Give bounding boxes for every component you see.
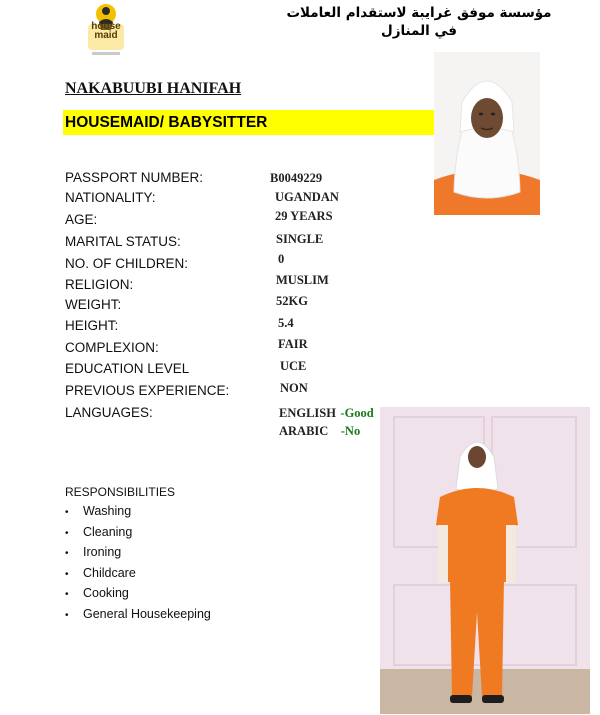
company-logo — [82, 0, 130, 58]
list-item: • Cooking — [65, 584, 211, 605]
value-religion: MUSLIM — [276, 273, 329, 287]
bullet-icon: • — [65, 609, 69, 621]
value-marital-status: SINGLE — [276, 232, 324, 246]
bullet-icon: • — [65, 568, 69, 580]
label-height: HEIGHT: — [65, 318, 119, 333]
language-row-english — [279, 404, 374, 422]
label-passport-number: PASSPORT NUMBER: — [65, 170, 204, 185]
responsibilities-list — [65, 502, 211, 625]
list-item: • Ironing — [65, 543, 211, 564]
value-passport-number: B0049229 — [270, 171, 323, 185]
responsibilities-title: RESPONSIBILITIES — [65, 485, 176, 499]
language-level: -Good — [340, 406, 374, 420]
language-row-arabic — [279, 422, 360, 440]
position-title: HOUSEMAID/ BABYSITTER — [65, 114, 268, 131]
bullet-icon: • — [65, 527, 69, 539]
bullet-icon: • — [65, 507, 69, 518]
language-name: ARABIC — [279, 424, 329, 438]
label-age: AGE: — [65, 212, 98, 227]
bullet-icon: • — [65, 548, 69, 559]
logo-text: house maid — [91, 21, 121, 41]
bullet-icon: • — [65, 589, 69, 600]
company-arabic-title: مؤسسة موفق غرايبة لاستقدام العاملات في المنازل — [286, 5, 552, 39]
language-name: ENGLISH — [279, 406, 336, 420]
value-education-level: UCE — [280, 359, 307, 373]
value-weight: 52KG — [276, 294, 308, 308]
label-previous-experience: PREVIOUS EXPERIENCE: — [65, 383, 230, 398]
label-weight: WEIGHT: — [65, 297, 122, 312]
value-age: 29 YEARS — [275, 209, 333, 223]
label-nationality: NATIONALITY: — [65, 190, 156, 205]
value-nationality: UGANDAN — [275, 190, 339, 204]
label-education-level: EDUCATION LEVEL — [65, 361, 190, 376]
position-banner — [63, 110, 434, 135]
label-no-of-children: NO. OF CHILDREN: — [65, 256, 189, 271]
value-previous-experience: NON — [280, 381, 308, 395]
portrait-photo — [434, 52, 540, 215]
label-complexion: COMPLEXION: — [65, 340, 159, 355]
value-complexion: FAIR — [278, 337, 308, 351]
value-no-of-children: 0 — [278, 252, 285, 266]
full-body-photo — [380, 407, 590, 714]
list-item: • Childcare — [65, 564, 211, 585]
list-item: • Cleaning — [65, 523, 211, 544]
label-languages: LANGUAGES: — [65, 405, 153, 420]
list-item: • Washing — [65, 502, 211, 523]
language-level: -No — [340, 424, 361, 438]
candidate-name: NAKABUUBI HANIFAH — [65, 80, 242, 97]
label-religion: RELIGION: — [65, 277, 134, 292]
label-marital-status: MARITAL STATUS: — [65, 234, 181, 249]
value-height: 5.4 — [278, 316, 294, 330]
list-item: • General Housekeeping — [65, 605, 211, 626]
